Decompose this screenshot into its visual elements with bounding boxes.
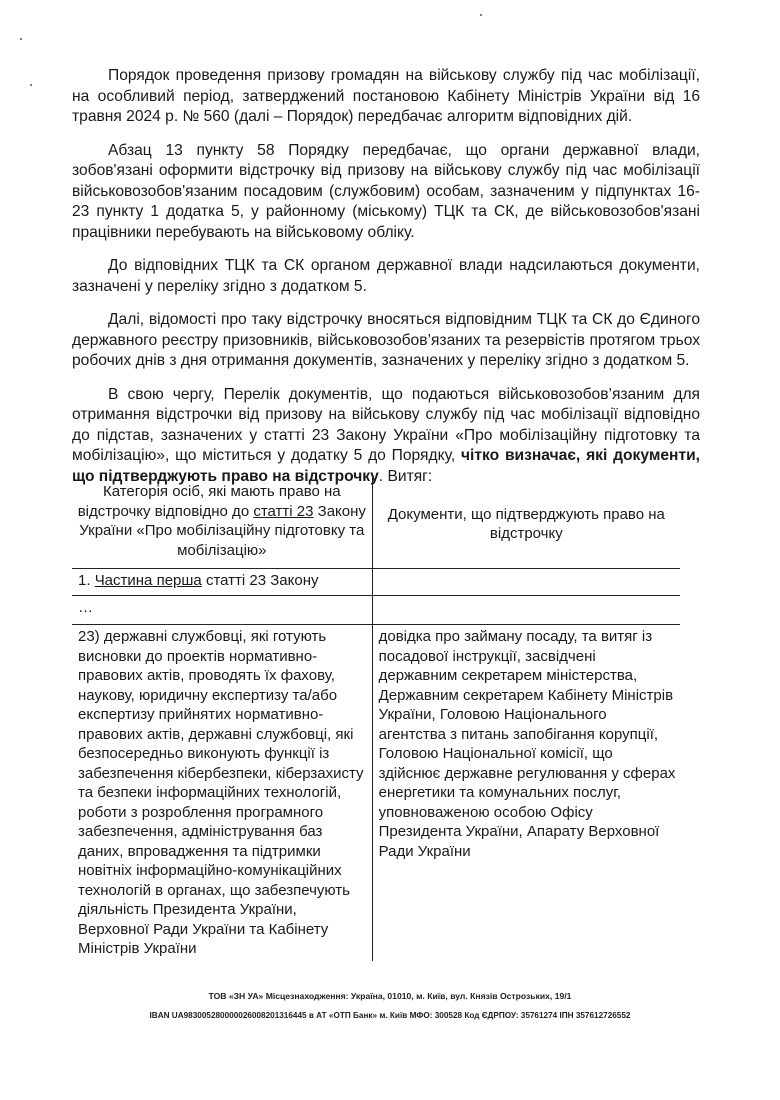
paragraph-document-list-text: В свою чергу, Перелік документів, що подаються військовозобов’язаним для отримання відстрочки від призову на військову службу під час мобілізації відповідно до підстав, зазначених у статті 23 Закону України «Про мобілізаційну підготовку та мобілізацію», що міститься у додатку 5 до Порядку, (72, 385, 700, 464)
paragraph-document-list (72, 385, 700, 488)
paragraph-documents-sent: До відповідних ТЦК та СК органом державної влади надсилаються документи, зазначені у переліку згідно з додатком 5. (72, 257, 700, 295)
row-number: 1. (78, 572, 91, 589)
row-ellipsis-documents (372, 596, 680, 625)
article-23-link[interactable]: статті 23 (253, 502, 314, 520)
paragraph-document-list-end: . Витяг: (378, 467, 433, 485)
scan-speck (30, 84, 32, 86)
part-one-link[interactable]: Частина перша (94, 572, 202, 589)
row-civil-servants-category: 23) державні службовці, які готують висновки до проектів нормативно-правових актів, проводять їх фахову, наукову, юридичну експертизу та/або експертизу прийнятих нормативно-правових актів, державні службовці, які безпосередньо виконують функції із забезпечення кібербезпеки, кіберзахисту та безпеки інформаційних технологій, роботи з розроблення програмного забезпечення, адміністрування баз даних, впровадження та підтримки новітніх інформаційно-комунікаційних технологій в органах, що забезпечують діяльність Президента України, Верховної Ради України та Кабінету Міністрів України (72, 625, 372, 961)
paragraph-order-intro: Порядок проведення призову громадян на військову службу під час мобілізації, на особливий період, затверджений постановою Кабінету Міністрів України від 16 травня 2024 р. № 560 (далі – Порядок) передбачає алгоритм відповідних дій. (72, 67, 700, 125)
header-confirming-documents: Документи, що підтверджують право на відстрочку (372, 478, 680, 569)
table-header-row (72, 478, 680, 569)
header-col1-text: Категорія осіб, які мають право на відстрочку відповідно до (77, 483, 341, 520)
paragraph-document-list-emphasis: чітко визначає, які документи, що підтверджують право на відстрочку (72, 447, 700, 485)
row-part-one (72, 569, 372, 596)
paragraph-registry: Далі, відомості про таку відстрочку вносяться відповідним ТЦК та СК до Єдиного державного реєстру призовників, військовозобов’язаних та резервістів протягом трьох робочих днів з дня отримання документів, зазначених у переліку згідно з додатком 5. (72, 311, 700, 369)
document-body (72, 66, 700, 487)
header-person-category (72, 478, 372, 569)
scan-speck (480, 14, 482, 16)
table-row (72, 596, 680, 625)
deferment-documents-table (72, 478, 680, 961)
paragraph-clause-58: Абзац 13 пункту 58 Порядку передбачає, що органи державної влади, зобов'язані оформити відстрочку від призову на військову службу під час мобілізації військовозобов'язаним посадовим (службовим) особам, зазначеним у підпунктах 16-23 пункту 1 додатка 5, у районному (міському) ТЦК та СК, де військовозобов'язані працівники перебувають на військовому обліку. (72, 141, 700, 241)
row-part-one-suffix: статті 23 Закону (205, 572, 319, 589)
table-row (72, 569, 680, 596)
header-col1-text-end: Закону України «Про мобілізаційну підготовку та мобілізацію» (79, 502, 366, 559)
table-row (72, 625, 680, 961)
row-ellipsis: … (72, 596, 372, 625)
scan-speck (20, 38, 22, 40)
row-civil-servants-documents: довідка про займану посаду, та витяг із посадової інструкції, засвідчені державним секретарем міністерства, Державним секретарем Кабінету Міністрів України, Головою Національного агентства з питань запобігання корупції, Головою Національної комісії, що здійснює державне регулювання у сферах енергетики та комунальних послуг, уповноваженою особою Офісу Президента України, Апарату Верховної Ради України (372, 625, 680, 961)
footer-bank-details: IBAN UA983005280000026008201316445 в АТ «ОТП Банк» м. Київ МФО: 300528 Код ЄДРПОУ: 35761274 ІПН 357612726552 (149, 1011, 631, 1020)
row-part-one-documents (372, 569, 680, 596)
footer-company-address: ТОВ «ЗН УА» Місцезнаходження: Україна, 01010, м. Київ, вул. Князів Острозьких, 19/1 (208, 991, 572, 1001)
